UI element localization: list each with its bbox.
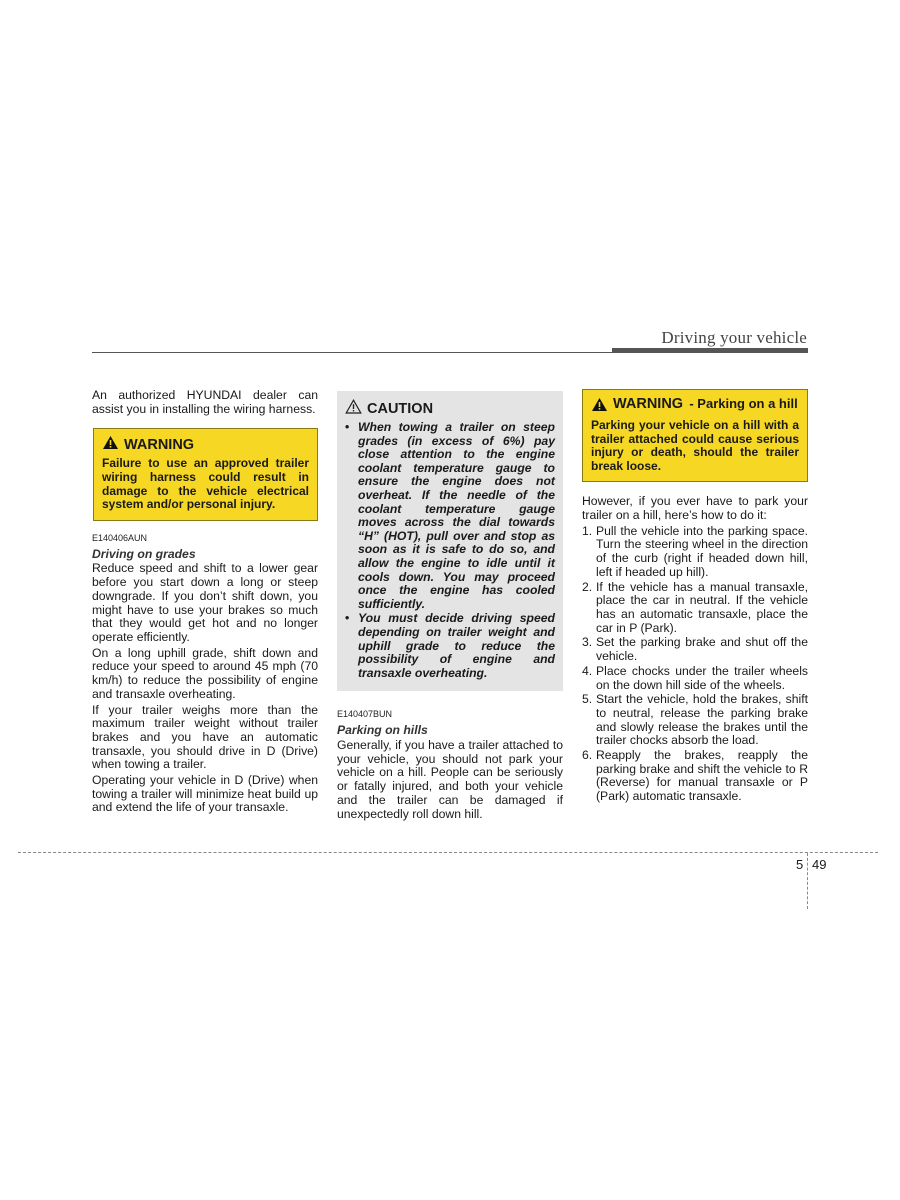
- list-item: 6. Reapply the brakes, reapply the parking brake and shift the vehicle to R (Reverse) for manual transaxle or P (Park) automatic transaxle.: [582, 748, 808, 804]
- caution-item: • When towing a trailer on steep grades (in excess of 6%) pay close attention to the engine coolant temperature gauge to ensure the engine does not overheat. If the needle of the coolant temperature gauge moves across the dial towards “H” (HOT), pull over and stop as soon as it is safe to do so, and allow the engine to idle until it cools down. You may proceed once the engine has cooled sufficiently.: [345, 420, 555, 611]
- caution-list: [345, 421, 555, 680]
- warning-title: [591, 396, 799, 416]
- section-heading: Driving on grades: [92, 546, 196, 561]
- caution-title: [345, 399, 555, 418]
- footer-rule: [18, 852, 878, 853]
- column-2: [337, 389, 563, 823]
- steps-list: [582, 525, 808, 804]
- caution-box: [337, 391, 563, 691]
- body-paragraph: Generally, if you have a trailer attached to your vehicle, you should not park your vehicle on a hill. People can be seriously or fatally injured, and both your vehicle and the trailer can be damaged if unexpectedly roll down hill.: [337, 737, 563, 821]
- body-paragraph: Reduce speed and shift to a lower gear before you start down a long or steep downgrade. If you don’t shift down, you might have to use your brakes so much that they would get hot and no longer operate efficiently.: [92, 561, 318, 644]
- warning-label: WARNING: [124, 437, 195, 454]
- intro-paragraph: However, if you ever have to park your trailer on a hill, here’s how to do it:: [582, 494, 808, 523]
- caution-item: • You must decide driving speed depending on trailer weight and uphill grade to reduce the possibility of engine and transaxle overheating.: [345, 611, 555, 680]
- page-section-title: Driving your vehicle: [661, 328, 807, 347]
- body-paragraph: Operating your vehicle in D (Drive) when towing a trailer will minimize heat build up and extend the life of your transaxle.: [92, 773, 318, 815]
- warning-box-parking: [582, 389, 808, 482]
- warning-body: Failure to use an approved trailer wiring harness could result in damage to the vehicle electrical system and/or personal injury.: [102, 456, 309, 512]
- chapter-number: 5: [796, 857, 804, 872]
- section-heading: Parking on hills: [337, 723, 428, 738]
- list-item: 3. Set the parking brake and shut off the vehicle.: [582, 635, 808, 664]
- column-3: [582, 389, 808, 805]
- page-number: 49: [812, 857, 827, 872]
- warning-triangle-icon: [591, 397, 608, 416]
- header-rule-accent: [612, 348, 808, 353]
- list-item: 1. Pull the vehicle into the parking space. Turn the steering wheel in the direction of the curb (right if headed down hill, left if headed up hill).: [582, 523, 808, 579]
- caution-label: CAUTION: [367, 401, 434, 417]
- warning-triangle-icon: [102, 435, 119, 454]
- warning-subtitle: - Parking on a hill: [689, 396, 798, 411]
- caution-triangle-icon: [345, 399, 362, 418]
- list-item: 4. Place chocks under the trailer wheels on the down hill side of the wheels.: [582, 663, 808, 692]
- section-code: E140407BUN: [337, 709, 393, 720]
- list-item: 2. If the vehicle has a manual transaxle, place the car in neutral. If the vehicle has an automatic transaxle, place the car in P (Park).: [582, 579, 808, 635]
- body-paragraph: If your trailer weighs more than the maximum trailer weight without trailer brakes and you have an automatic transaxle, you should drive in D (Drive) when towing a trailer.: [92, 702, 318, 772]
- intro-paragraph: An authorized HYUNDAI dealer can assist you in installing the wiring harness.: [92, 388, 318, 416]
- footer-divider: [807, 853, 808, 909]
- warning-body: Parking your vehicle on a hill with a trailer attached could cause serious injury or death, should the trailer break loose.: [591, 418, 799, 473]
- body-paragraph: On a long uphill grade, shift down and reduce your speed to around 45 mph (70 km/h) to reduce the possibility of engine and transaxle overheating.: [92, 645, 318, 701]
- warning-box-wiring: [93, 428, 318, 520]
- section-code: E140406AUN: [92, 532, 148, 543]
- warning-title: [102, 435, 309, 454]
- list-item: 5. Start the vehicle, hold the brakes, shift to neutral, release the parking brake and slowly release the brakes until the trailer chocks absorb the load.: [582, 692, 808, 748]
- warning-label: WARNING: [613, 396, 684, 412]
- column-1: [92, 389, 318, 817]
